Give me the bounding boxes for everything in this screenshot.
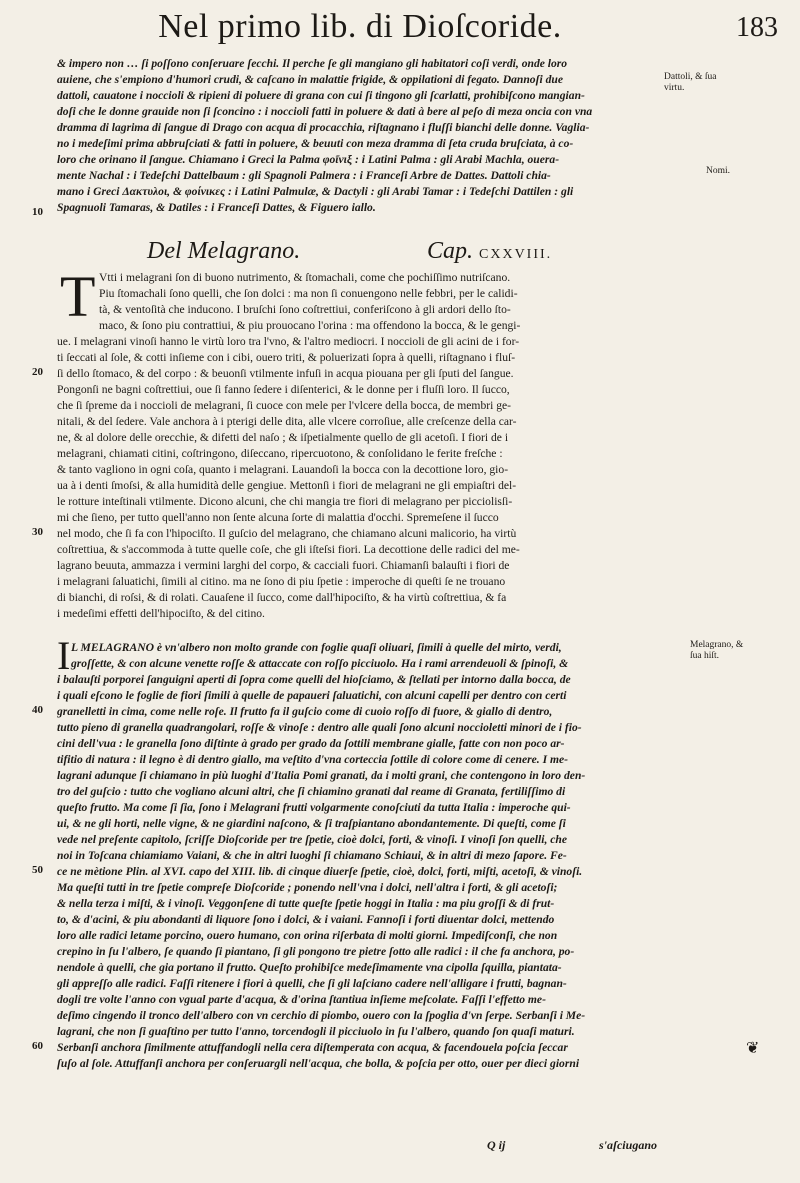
text-line: lagrano beuuta, ammazza i vermini larghi del corpo, & cacciali fuori. Chiamanſi balauſti i fiori de — [57, 559, 510, 572]
text-line: Vtti i melagrani ſon di buono nutrimento, & ſtomachali, come che pochiſſimo nutriſcano. — [99, 271, 511, 284]
text-line: vede nel preſente capitolo, ſcriſſe Dioſcoride per tre ſpetie, cioè dolci, forti, & vinoſi. I vinoſi ſon quelli, che — [57, 833, 568, 846]
text-line: & tanto vagliono in ogni coſa, quanto i melagrani. Lauandoſi la bocca con la decottione loro, gio- — [57, 463, 509, 476]
chapter-title: Del Melagrano. — [147, 238, 301, 264]
text-line: lagrani adunque ſi chiamano in più luoghi d'Italia Pomi granati, da i molti grani, che contengono in loro den- — [57, 769, 586, 782]
margin-note-melagrano: Melagrano, & ſua hiſt. — [690, 640, 744, 661]
text-line: & impero non … ſi poſſono conſeruare ſecchi. Il perche ſe gli mangiano gli habitatori coſi verdi, onde loro — [57, 57, 568, 70]
text-line: Spagnuoli Tamaras, & Datiles : i Franceſi Dattes, & Figuero iallo. — [57, 201, 376, 214]
text-line: queſto frutto. Ma come ſi ſia, ſono i Melagrani frutti volgarmente conoſciuti da tutta Italia : imperoche qui- — [57, 801, 571, 814]
text-line: che ſi ſpreme da i noccioli de melagrani, ſi cuoce con mele per l'vlcere della bocca, de membri ge- — [57, 399, 512, 412]
text-line: doſi che le donne grauide non ſi ſconcino : i noccioli fatti in poluere & dati à bere al peſo di meza oncia con vna — [57, 105, 593, 118]
margin-note-dattoli: Dattoli, & ſua virtu. — [664, 72, 717, 93]
text-line: i quali eſcono le foglie de fiori ſimili à quelle de papaueri ſaluatichi, con alcuni capelli per dentro con certi — [57, 689, 567, 702]
drop-cap-i: I — [57, 633, 71, 678]
fleuron-ornament: ❦ — [746, 1040, 760, 1057]
text-line: maco, & ſono piu contrattiui, & piu prouocano l'orina : ma offendono la bocca, & le gengi- — [99, 319, 521, 332]
text-line: ui, & ne gli horti, nelle vigne, & ne giardini naſcono, & ſi traſpiantano abondantemente. Di queſti, come ſi — [57, 817, 566, 830]
running-title: Nel primo lib. di Dioſcoride. — [158, 8, 562, 45]
text-line: ua à i denti ſmoſsi, & alla humidità delle gengiue. Mettonſi i fiori de melagrani ne gli empiaſtri del- — [57, 479, 517, 492]
line-number-30: 30 — [32, 526, 43, 538]
text-line: granelletti in cima, come nelle roſe. Il frutto fa il guſcio come di cuoio roſſo di fuore, & giallo di dentro, — [57, 705, 553, 718]
chapter-number — [427, 238, 552, 265]
line-number-10: 10 — [32, 206, 43, 218]
text-line: mi che ſieno, per tutto quell'anno non ſente alcuna ſorte di malattia d'occhi. Spremeſene il ſucco — [57, 511, 499, 524]
text-line: di bianchi, di roſsi, & di rolati. Cauaſene il ſucco, come dall'hipociſto, & ha virtù coſtrettiua, & fa — [57, 591, 507, 604]
text-line: nel modo, che ſi fa con l'hipociſto. Il guſcio del melagrano, che chiamano alcuni malicorio, ha virtù — [57, 527, 517, 540]
text-line: auiene, che s'empiono d'humori crudi, & caſcano in malattie frigide, & oppilationi di fegato. Dannoſi due — [57, 73, 563, 86]
text-line: tutto pieno di granella quadrangolari, roſſe & vinoſe : dentro alle quali ſono alcuni noccioletti minori de i fio- — [57, 721, 582, 734]
text-line: groſſette, & con alcune venette roſſe & attaccate con roſſo picciuolo. Ha i rami arrendeuoli & ſpinoſi, & — [71, 657, 569, 670]
running-head — [0, 4, 800, 50]
commentary-block-pomegranate — [57, 640, 657, 1072]
text-line: ue. I melagrani vinoſi hanno le virtù loro tra l'vno, & l'altro mediocri. I noccioli de gli acini de i for- — [57, 335, 520, 348]
line-number-60: 60 — [32, 1040, 43, 1052]
text-line: Ma queſti tutti in tre ſpetie compreſe Dioſcoride ; ponendo nell'vna i dolci, nell'altra i forti, & gli acetoſi; — [57, 881, 558, 894]
text-line: mente Nachal : i Tedeſchi Dattelbaum : gli Spagnoli Palmera : i Franceſi Arbre de Dattes. Dattoli chia- — [57, 169, 551, 182]
text-line: gli appreſſo alle radici. Faſſi ritenere i fiori à quelli, che ſi gli laſciano cadere nell'alligare i frutti, bagnan- — [57, 977, 567, 990]
text-line: cini dell'vua : le granella ſono diſtinte à grado per grado da ſottili membrane gialle, fatte con non poco ar- — [57, 737, 565, 750]
margin-note-nomi: Nomi. — [706, 166, 731, 176]
text-line: nitali, & del ſedere. Vale anchora à i pterigi delle dita, alle vlcere corroſiue, alle creſcenze della car- — [57, 415, 517, 428]
chapter-number-value: CXXVIII. — [479, 247, 553, 262]
chapter-heading — [57, 238, 657, 268]
chapter-number-prefix: Cap. — [427, 238, 474, 264]
text-line: to, & d'acini, & piu abondanti di liquore ſono i dolci, & i vaiani. Fannoſi i forti diuentar dolci, mettendo — [57, 913, 555, 926]
text-line: noi in Toſcana chiamiamo Vaiani, & che in altri luoghi ſi chiamano Schiaui, & in altri di mezo ſapore. Fe- — [57, 849, 567, 862]
text-line: tà, & ventoſità che inducono. I bruſchi ſono coſtrettiui, conferiſcono à gli ardori dello ſto- — [99, 303, 511, 316]
line-number-50: 50 — [32, 864, 43, 876]
catchword: s'aſciugano — [598, 1138, 657, 1152]
text-line: i melagrani ſaluatichi, ſimili al citino. ma ne ſono di piu ſpetie : imperoche di queſti ſe ne trouano — [57, 575, 506, 588]
page-footer — [57, 1138, 657, 1154]
text-line: melagrani, chiamati citini, coſtringono, diſeccano, ripercuotono, & conſolidano le ferite freſche : — [57, 447, 503, 460]
commentary-block-dates — [57, 56, 657, 216]
text-line: & nella terza i miſti, & i vinoſi. Veggonſene di tutte queſte ſpetie hoggi in Italia : ma piu groſſi & di frut- — [57, 897, 555, 910]
text-line: Pongonſi ne bagni coſtrettiui, oue ſi fanno ſedere i diſenterici, & le donne per i fluſſi loro. Il ſucco, — [57, 383, 510, 396]
line-number-40: 40 — [32, 704, 43, 716]
text-line: ce ne mètione Plin. al XVI. capo del XIII. lib. di cinque diuerſe ſpetie, cioè, dolci, forti, miſti, acetoſi, & vinoſi. — [57, 865, 583, 878]
text-line: le rotture inteſtinali vtilmente. Dicono alcuni, che chi mangia tre fiori di melagrano per picciolisſi- — [57, 495, 513, 508]
text-line: no i medeſimi prima abbruſciati & fatti in poluere, & beuuti con meza dramma di ſeta cruda bruſciata, à co- — [57, 137, 574, 150]
drop-cap-t: T — [60, 264, 96, 329]
text-line: lagrani, che non ſi guaſtino per tutto l'anno, torcendogli il picciuolo in ſu l'albero, quando ſon quaſi maturi. — [57, 1025, 575, 1038]
line-number-20: 20 — [32, 366, 43, 378]
text-line: tro del guſcio : tutto che vogliano alcuni altri, che ſi chiamino granati dal reame di Granata, fertiliſſimo di — [57, 785, 566, 798]
text-line: loro alle radici letame porcino, ouero humano, con orina riſerbata di molti giorni. Impediſconſi, che non — [57, 929, 558, 942]
text-line: coſtrettiua, & s'accommoda à tutte quelle coſe, che gli iſteſsi fiori. La decottione delle radici del me- — [57, 543, 520, 556]
text-line: crepino in ſu l'albero, ſe quando ſi piantano, ſi gli pongono tre pietre ſotto alle radici : il che fa anchora, po- — [57, 945, 575, 958]
dioscorides-text — [57, 264, 657, 622]
signature-mark: Q ij — [487, 1138, 506, 1152]
text-line: nendole à quelli, che gia portano il frutto. Queſto prohibiſce medeſimamente vna cipolla ſquilla, piantata- — [57, 961, 562, 974]
text-line: dramma di lagrima di ſangue di Drago con acqua di procacchia, riſtagnano i fluſſi bianchi delle donne. Vaglia- — [57, 121, 590, 134]
text-line: Piu ſtomachali ſono quelli, che ſon dolci : ma non ſi conuengono nelle febbri, per le calidi- — [99, 287, 518, 300]
text-line: mano i Greci Δακτυλοι, & φοίνικες : i Latini Palmulæ, & Dactyli : gli Arabi Tamar : i Tedeſchi Dattilen : gli — [57, 185, 574, 198]
text-line: dattoli, cauatone i noccioli & ripieni di poluere di grana con cui ſi tingono gli ſcarlatti, prohibiſcono mangian- — [57, 89, 585, 102]
text-line: i medeſimi effetti dell'hipociſto, & del citino. — [57, 607, 265, 620]
text-line: dogli tre volte l'anno con vgual parte d'acqua, & d'orina ſtantiua inſieme meſcolate. Faſſi l'effetto me- — [57, 993, 546, 1006]
text-line: loro che orinano il ſangue. Chiamano i Greci la Palma φοῖνιξ : i Latini Palma : gli Arabi Machla, ouera- — [57, 153, 560, 166]
text-line: deſimo cingendo il tronco dell'albero con vn cerchio di piombo, ouero con la ſpoglia d'vn ſerpe. Serbanſi i Me- — [57, 1009, 586, 1022]
text-line: Serbanſi anchora ſimilmente attuffandogli nella cera diſtemperata con acqua, & facendouela poſcia ſeccar — [57, 1041, 568, 1054]
text-line: tifitio di natura : il legno è di dentro giallo, ma veſtito d'vna corteccia ſottile di colore come di cenere. I me- — [57, 753, 569, 766]
text-line: ſi dello ſtomaco, & del corpo : & beuonſi vtilmente infuſi in acqua piouana per gli ſputi del ſangue. — [57, 367, 514, 380]
text-line: L MELAGRANO è vn'albero non molto grande con foglie quaſi oliuari, ſimili à quelle del mirto, verdi, — [71, 641, 562, 654]
text-line: i balauſti porporei ſanguigni aperti di ſopra come quelli del hioſciamo, & ſtellati per intorno dalla bocca, de — [57, 673, 571, 686]
text-line: ſuſo al ſole. Attuffanſi anchora per conſeruargli nell'acqua, che bolla, & poſcia per otto, ouer per dieci giorni — [57, 1057, 580, 1070]
page-number: 183 — [736, 12, 778, 43]
text-line: ti ſeccati al ſole, & cotti inſieme con i cibi, ouero triti, & poluerizati ſopra à quelli, riſtagnano i fluſ- — [57, 351, 516, 364]
text-line: ne, & al dolore delle orecchie, & difetti del naſo ; & iſpetialmente quello de gli acetoſi. I fiori de i — [57, 431, 509, 444]
